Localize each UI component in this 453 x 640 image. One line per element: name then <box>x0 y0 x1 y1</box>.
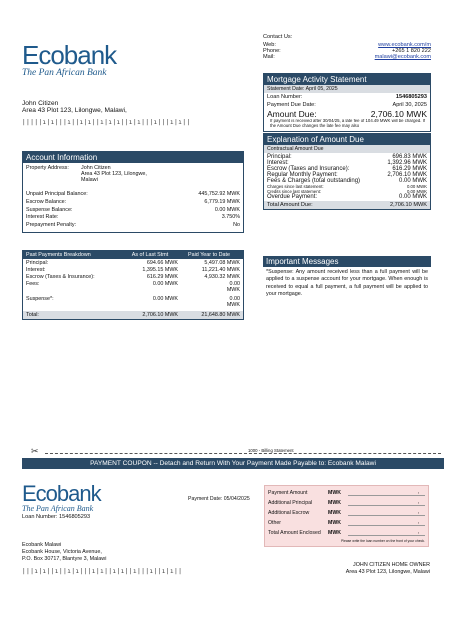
expl-row-escrow: Escrow (Taxes and Insurance): 616.29 MWK <box>267 166 427 172</box>
cut-label: 1000 - Billing Statement <box>245 448 297 453</box>
expl-row-interest: Interest: 1,392.96 MWK <box>267 160 427 166</box>
expl-row-credits: Credits since last statement: 0.00 MWK <box>267 189 427 194</box>
total-due-label: Total Amount Due: <box>267 202 313 208</box>
total-due-value: 2,706.10 MWK <box>390 202 427 208</box>
field-other[interactable]: Other MWK , <box>268 518 425 528</box>
explanation-title: Explanation of Amount Due <box>264 134 430 145</box>
bank-address-line2: P.O. Box 30717, Blantyre 3, Malawi <box>22 556 107 563</box>
amount-due-label: Amount Due: <box>267 109 317 119</box>
coupon-brand-tagline: The Pan African Bank <box>22 504 94 513</box>
payment-due-value: April 30, 2025 <box>392 102 427 108</box>
bank-name: Ecobank Malawi <box>22 542 62 548</box>
late-fee-note: If payment is received after 30/04/25, a late fee of 104.49 MWK will be charged. If the Amount Due changes the late fee may also <box>270 119 426 128</box>
property-line1: John Citizen <box>81 165 111 171</box>
bank-address <box>22 542 182 576</box>
owner-name: JOHN CITIZEN HOME OWNER <box>353 562 430 568</box>
recipient-barcode: |||||ı|ı|||ı||ı|ı||ı|ı|ı||ı|ı|||ı|||ı|ı|| <box>22 119 191 126</box>
brand-tagline: The Pan African Bank <box>22 68 107 78</box>
property-address <box>26 165 240 183</box>
past-row-escrow: Escrow (Taxes & Insurance): 616.29 MWK 4,930.32 MWK <box>26 274 240 280</box>
past-row-suspense: Suspense*: 0.00 MWK 0.00 MWK <box>26 296 240 308</box>
contact-title: Contact Us: <box>263 34 293 40</box>
loan-number-label: Loan Number: <box>267 94 303 100</box>
loan-number-value: 1546805293 <box>395 94 427 100</box>
web-label: Web: <box>263 42 276 48</box>
mail-label: Mail: <box>263 54 275 60</box>
amount-due-value: 2,706.10 MWK <box>370 109 427 119</box>
account-row-suspense: Suspense Balance: 0.00 MWK <box>26 206 240 213</box>
past-header-label: Past Payments Breakdown <box>26 252 91 258</box>
explanation-box <box>263 133 431 210</box>
account-info <box>22 151 244 233</box>
recipient-block <box>22 100 191 126</box>
contractual-subheader: Contractual Amount Due <box>264 145 430 153</box>
brand-name: Ecobank <box>22 40 117 70</box>
explanation-total <box>264 201 430 209</box>
field-additional-principal[interactable]: Additional Principal MWK , <box>268 498 425 508</box>
field-total-enclosed[interactable]: Total Amount Enclosed MWK , <box>268 528 425 538</box>
property-line2: Area 43 Plot 123, Lilongwe, <box>81 171 147 177</box>
scissors-icon: ✂ <box>31 446 39 456</box>
account-row-rate: Interest Rate: 3.750% <box>26 214 240 221</box>
payment-fields-box <box>264 485 429 547</box>
recipient-name: John Citizen <box>22 100 59 107</box>
past-row-fees: Fees: 0.00 MWK 0.00 MWK <box>26 281 240 293</box>
mail-link[interactable]: malawi@ecobank.com <box>374 54 431 60</box>
account-row-escrow: Escrow Balance: 6,779.19 MWK <box>26 198 240 205</box>
statement-date: Statement Date: April 05, 2025 <box>264 85 430 93</box>
coupon-loan-number: Loan Number: 1546805293 <box>22 514 91 520</box>
coupon-title: PAYMENT COUPON -- Detach and Return With Your Payment Made Payable to: Ecobank Malawi <box>22 458 444 469</box>
mortgage-statement <box>263 73 431 132</box>
field-payment-amount[interactable]: Payment Amount MWK , <box>268 488 425 498</box>
payment-due-label: Payment Due Date: <box>267 102 316 108</box>
cut-line <box>31 446 445 457</box>
owner-block <box>330 562 430 576</box>
field-note: Please write the loan number on the front of your check. <box>340 539 425 543</box>
mortgage-title: Mortgage Activity Statement <box>264 74 430 85</box>
property-label: Property Address: <box>26 165 69 171</box>
expl-row-regular: Regular Monthly Payment: 2,706.10 MWK <box>267 172 427 178</box>
bank-address-line1: Ecobank House, Victoria Avenue, <box>22 549 102 556</box>
phone-label: Phone: <box>263 48 281 54</box>
phone-value: +265 1 820 222 <box>391 48 431 54</box>
explanation-rows <box>264 153 430 201</box>
expl-row-principal: Principal: 696.83 MWK <box>267 154 427 160</box>
field-additional-escrow[interactable]: Additional Escrow MWK , <box>268 508 425 518</box>
coupon-payment-date: Payment Date: 05/04/2025 <box>188 496 250 502</box>
past-payments <box>22 250 244 320</box>
messages-body: *Suspense: Any amount received less than a full payment will be applied to a suspense account for your mortgage. When enough is received to equal a full payment, a full payment will be applied to your mortgage. <box>266 269 428 297</box>
property-line3: Malawi <box>81 177 98 183</box>
bank-barcode: |||ı|ı||ı||ı|ı|||ı|ı||ı|ı||ı|||ı||ı|ı|| <box>22 568 183 576</box>
past-header-ytd: Paid Year to Date <box>188 252 230 258</box>
brand-logo <box>22 40 116 78</box>
account-row-penalty: Prepayment Penalty: No <box>26 222 240 229</box>
expl-row-charges: Charges since last statement: 0.00 MWK <box>267 184 427 189</box>
past-row-principal: Principal: 694.66 MWK 5,497.08 MWK <box>26 260 240 266</box>
recipient-address: Area 43 Plot 123, Lilongwe, Malawi, <box>22 107 127 114</box>
past-row-total: Total: 2,706.10 MWK 21,648.80 MWK <box>23 311 243 319</box>
owner-address: Area 43 Plot 123, Lilongwe, Malawi <box>345 569 430 576</box>
expl-row-fees: Fees & Charges (total outstanding) 0.00 MWK <box>267 178 427 184</box>
contact-block <box>263 34 431 60</box>
past-header-last: As of Last Stmt <box>131 252 169 258</box>
account-row-unpaid: Unpaid Principal Balance: 445,752.92 MWK <box>26 191 240 197</box>
messages-title: Important Messages <box>263 256 431 267</box>
web-link[interactable]: www.ecobank.com/m <box>378 42 431 48</box>
past-payments-header <box>23 251 243 259</box>
account-title: Account Information <box>23 152 243 163</box>
coupon-brand-name: Ecobank <box>22 481 101 506</box>
coupon-logo <box>22 481 101 513</box>
expl-row-overdue: Overdue Payment: 0.00 MWK <box>267 194 427 200</box>
past-row-interest: Interest: 1,395.15 MWK 11,221.40 MWK <box>26 267 240 273</box>
important-messages <box>263 256 431 300</box>
